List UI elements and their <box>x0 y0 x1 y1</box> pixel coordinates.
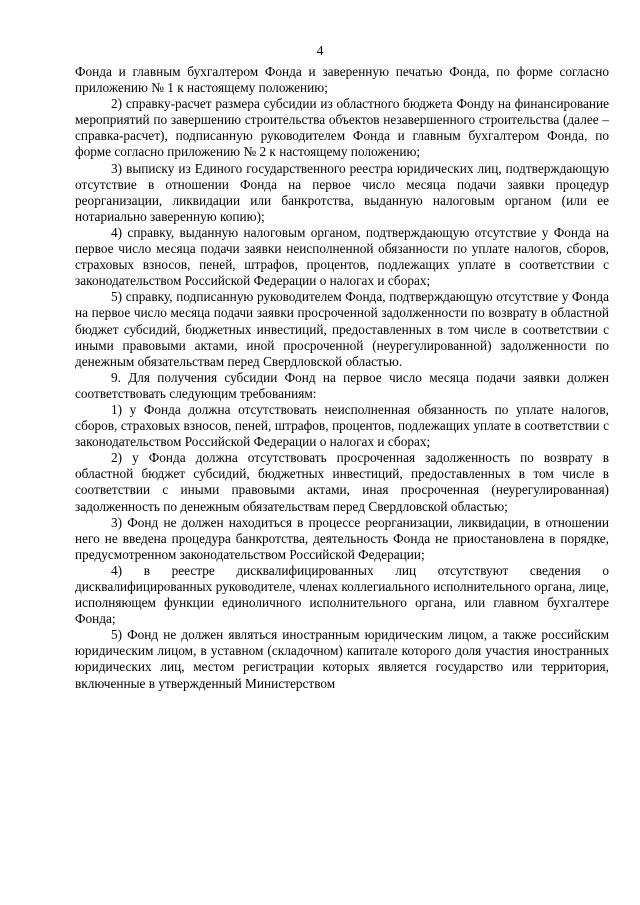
paragraph-item-5-debt-certificate: 5) справку, подписанную руководителем Фонда, подтверждающую отсутствие у Фонда на первое число месяца подачи заявки просроченной задолженности по возврату в областной бюджет субсидий, бюджетных инвестиций, предоставленных в том числе в соответствии с иными правовыми актами, иной просроченной (неурегулированной) задолженности по денежным обязательствам перед Свердловской областью. <box>75 289 609 369</box>
paragraph-requirement-1: 1) у Фонда должна отсутствовать неисполненная обязанность по уплате налогов, сборов, страховых взносов, пеней, штрафов, процентов, подлежащих уплате в соответствии с законодательством Российской Федерации о налогах и сборах; <box>75 401 609 450</box>
paragraph-requirement-2: 2) у Фонда должна отсутствовать просроченная задолженность по возврату в областной бюджет субсидий, бюджетных инвестиций, предоставленных в том числе в соответствии с иными правовыми актами, иная просроченная (неурегулированная) задолженность по денежным обязательствам перед Свердловской областью; <box>75 450 609 514</box>
paragraph-continuation: Фонда и главным бухгалтером Фонда и заверенную печатью Фонда, по форме согласно приложению № 1 к настоящему положению; <box>75 64 609 96</box>
paragraph-requirement-4: 4) в реестре дисквалифицированных лиц отсутствуют сведения о дисквалифицированных руководителе, членах коллегиального исполнительного органа, лице, исполняющем функции единоличного исполнительного органа, или главном бухгалтере Фонда; <box>75 562 609 627</box>
paragraph-item-4-tax-certificate: 4) справку, выданную налоговым органом, подтверждающую отсутствие у Фонда на первое число месяца подачи заявки неисполненной обязанности по уплате налогов, сборов, страховых взносов, пеней, штрафов, процентов, подлежащих уплате в соответствии с законодательством Российской Федерации о налогах и сборах; <box>75 224 609 289</box>
paragraph-requirement-5: 5) Фонд не должен являться иностранным юридическим лицом, а также российским юридическим лицом, в уставном (складочном) капитале которого доля участия иностранных юридических лиц, местом регистрации которых является государство или территория, включенные в утвержденный Министерством <box>75 627 609 691</box>
page-number: 4 <box>316 44 324 59</box>
paragraph-item-2-calculation: 2) справку-расчет размера субсидии из областного бюджета Фонду на финансирование мероприятий по завершению строительства объектов незавершенного строительства (далее – справка-расчет), подписанную руководителем Фонда и главным бухгалтером Фонда, по форме согласно приложению № 2 к настоящему положению; <box>75 96 609 160</box>
paragraph-item-3-registry-extract: 3) выписку из Единого государственного реестра юридических лиц, подтверждающую отсутствие в отношении Фонда на первое число месяца подачи заявки процедур реорганизации, ликвидации или банкротства, выданную налоговым органом (или ее нотариально заверенную копию); <box>75 160 609 224</box>
paragraph-requirement-3: 3) Фонд не должен находиться в процессе реорганизации, ликвидации, в отношении него не введена процедура банкротства, деятельность Фонда не приостановлена в порядке, предусмотренном законодательством Российской Федерации; <box>75 514 609 562</box>
document-body <box>75 64 609 692</box>
paragraph-section-9-requirements: 9. Для получения субсидии Фонд на первое число месяца подачи заявки должен соответствовать следующим требованиям: <box>75 369 609 401</box>
